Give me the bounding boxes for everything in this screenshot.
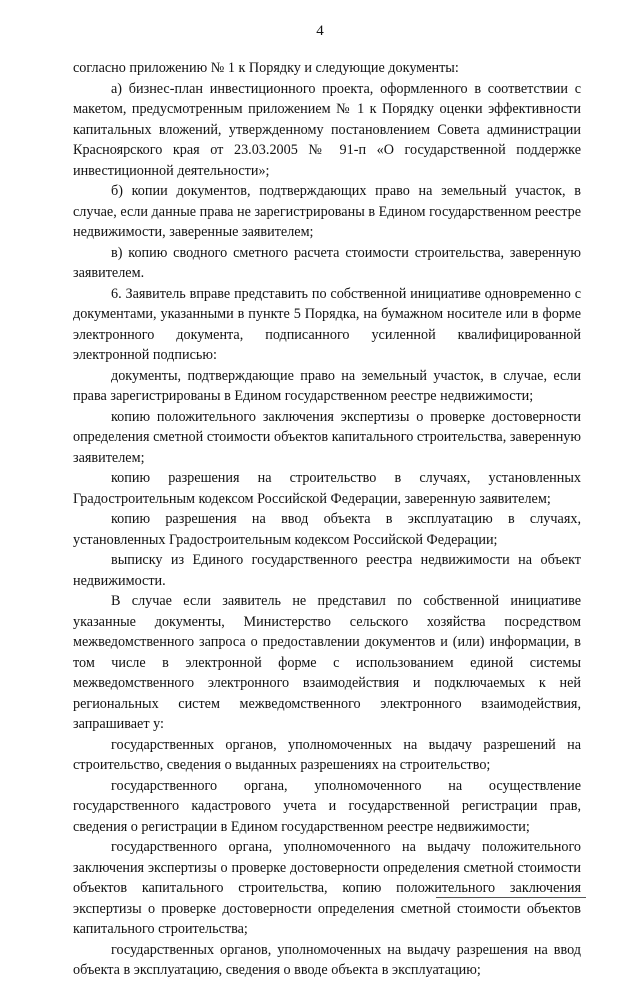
document-body bbox=[73, 58, 581, 981]
paragraph-request-cadastre: государственного органа, уполномоченного на осуществление государственного кадастрового учета и государственной регистрации прав, сведения о регистрации в Едином государственном реестре недвижимости; bbox=[73, 777, 581, 835]
paragraph-construction-permit: копию разрешения на строительство в случаях, установленных Градостроительным кодексом Российской Федерации, заверенную заявителем; bbox=[73, 470, 581, 507]
paragraph-registry-extract: выписку из Единого государственного реестра недвижимости на объект недвижимости. bbox=[73, 552, 581, 589]
paragraph-request-commissioning: государственных органов, уполномоченных на выдачу разрешения на ввод объекта в эксплуатацию, сведения о вводе объекта в эксплуатацию; bbox=[73, 941, 581, 978]
paragraph-interagency-request: В случае если заявитель не представил по собственной инициативе указанные документы, Министерство сельского хозяйства посредством межведомственного запроса о предоставлении документов и (или) информации, в том числе в электронной форме с использованием единой системы межведомственного электронного взаимодействия и подключаемых к ней региональных систем межведомственного электронного взаимодействия, запрашивает у: bbox=[73, 593, 581, 732]
paragraph-land-documents: документы, подтверждающие право на земельный участок, в случае, если права зарегистрированы в Едином государственном реестре недвижимости; bbox=[73, 367, 581, 404]
paragraph-request-construction: государственных органов, уполномоченных на выдачу разрешений на строительство, сведения о выданных разрешениях на строительство; bbox=[73, 736, 581, 773]
page-number: 4 bbox=[316, 23, 324, 39]
paragraph-item-a: а) бизнес-план инвестиционного проекта, оформленного в соответствии с макетом, предусмотренным приложением № 1 к Порядку оценки эффективности капитальных вложений, утвержденному постановлением Совета администрации Красноярского края от 23.03.2005 № 91-п «О государственной поддержке инвестиционной деятельности»; bbox=[73, 80, 581, 179]
paragraph-item-v: в) копию сводного сметного расчета стоимости строительства, заверенную заявителем. bbox=[73, 244, 581, 281]
paragraph-request-expertise: государственного органа, уполномоченного на выдачу положительного заключения экспертизы о проверке достоверности определения сметной стоимости объектов капитального строительства, копию положительного заключения экспертизы о проверке достоверности определения сметной стоимости объектов капитального строительства; bbox=[73, 839, 581, 937]
paragraph-clause-6: 6. Заявитель вправе представить по собственной инициативе одновременно с документами, указанными в пункте 5 Порядка, на бумажном носителе или в форме электронного документа, подписанного усиленной квалифицированной электронной подписью: bbox=[73, 285, 581, 363]
paragraph-continuation: согласно приложению № 1 к Порядку и следующие документы: bbox=[73, 60, 459, 76]
paragraph-expertise-copy: копию положительного заключения экспертизы о проверке достоверности определения сметной стоимости объектов капитального строительства, заверенную заявителем; bbox=[73, 408, 581, 466]
paragraph-item-b: б) копии документов, подтверждающих право на земельный участок, в случае, если данные права не зарегистрированы в Едином государственном реестре недвижимости, заверенные заявителем; bbox=[73, 183, 581, 240]
paragraph-commissioning-permit: копию разрешения на ввод объекта в эксплуатацию в случаях, установленных Градостроительным кодексом Российской Федерации; bbox=[73, 511, 581, 548]
footer-rule bbox=[436, 897, 586, 898]
